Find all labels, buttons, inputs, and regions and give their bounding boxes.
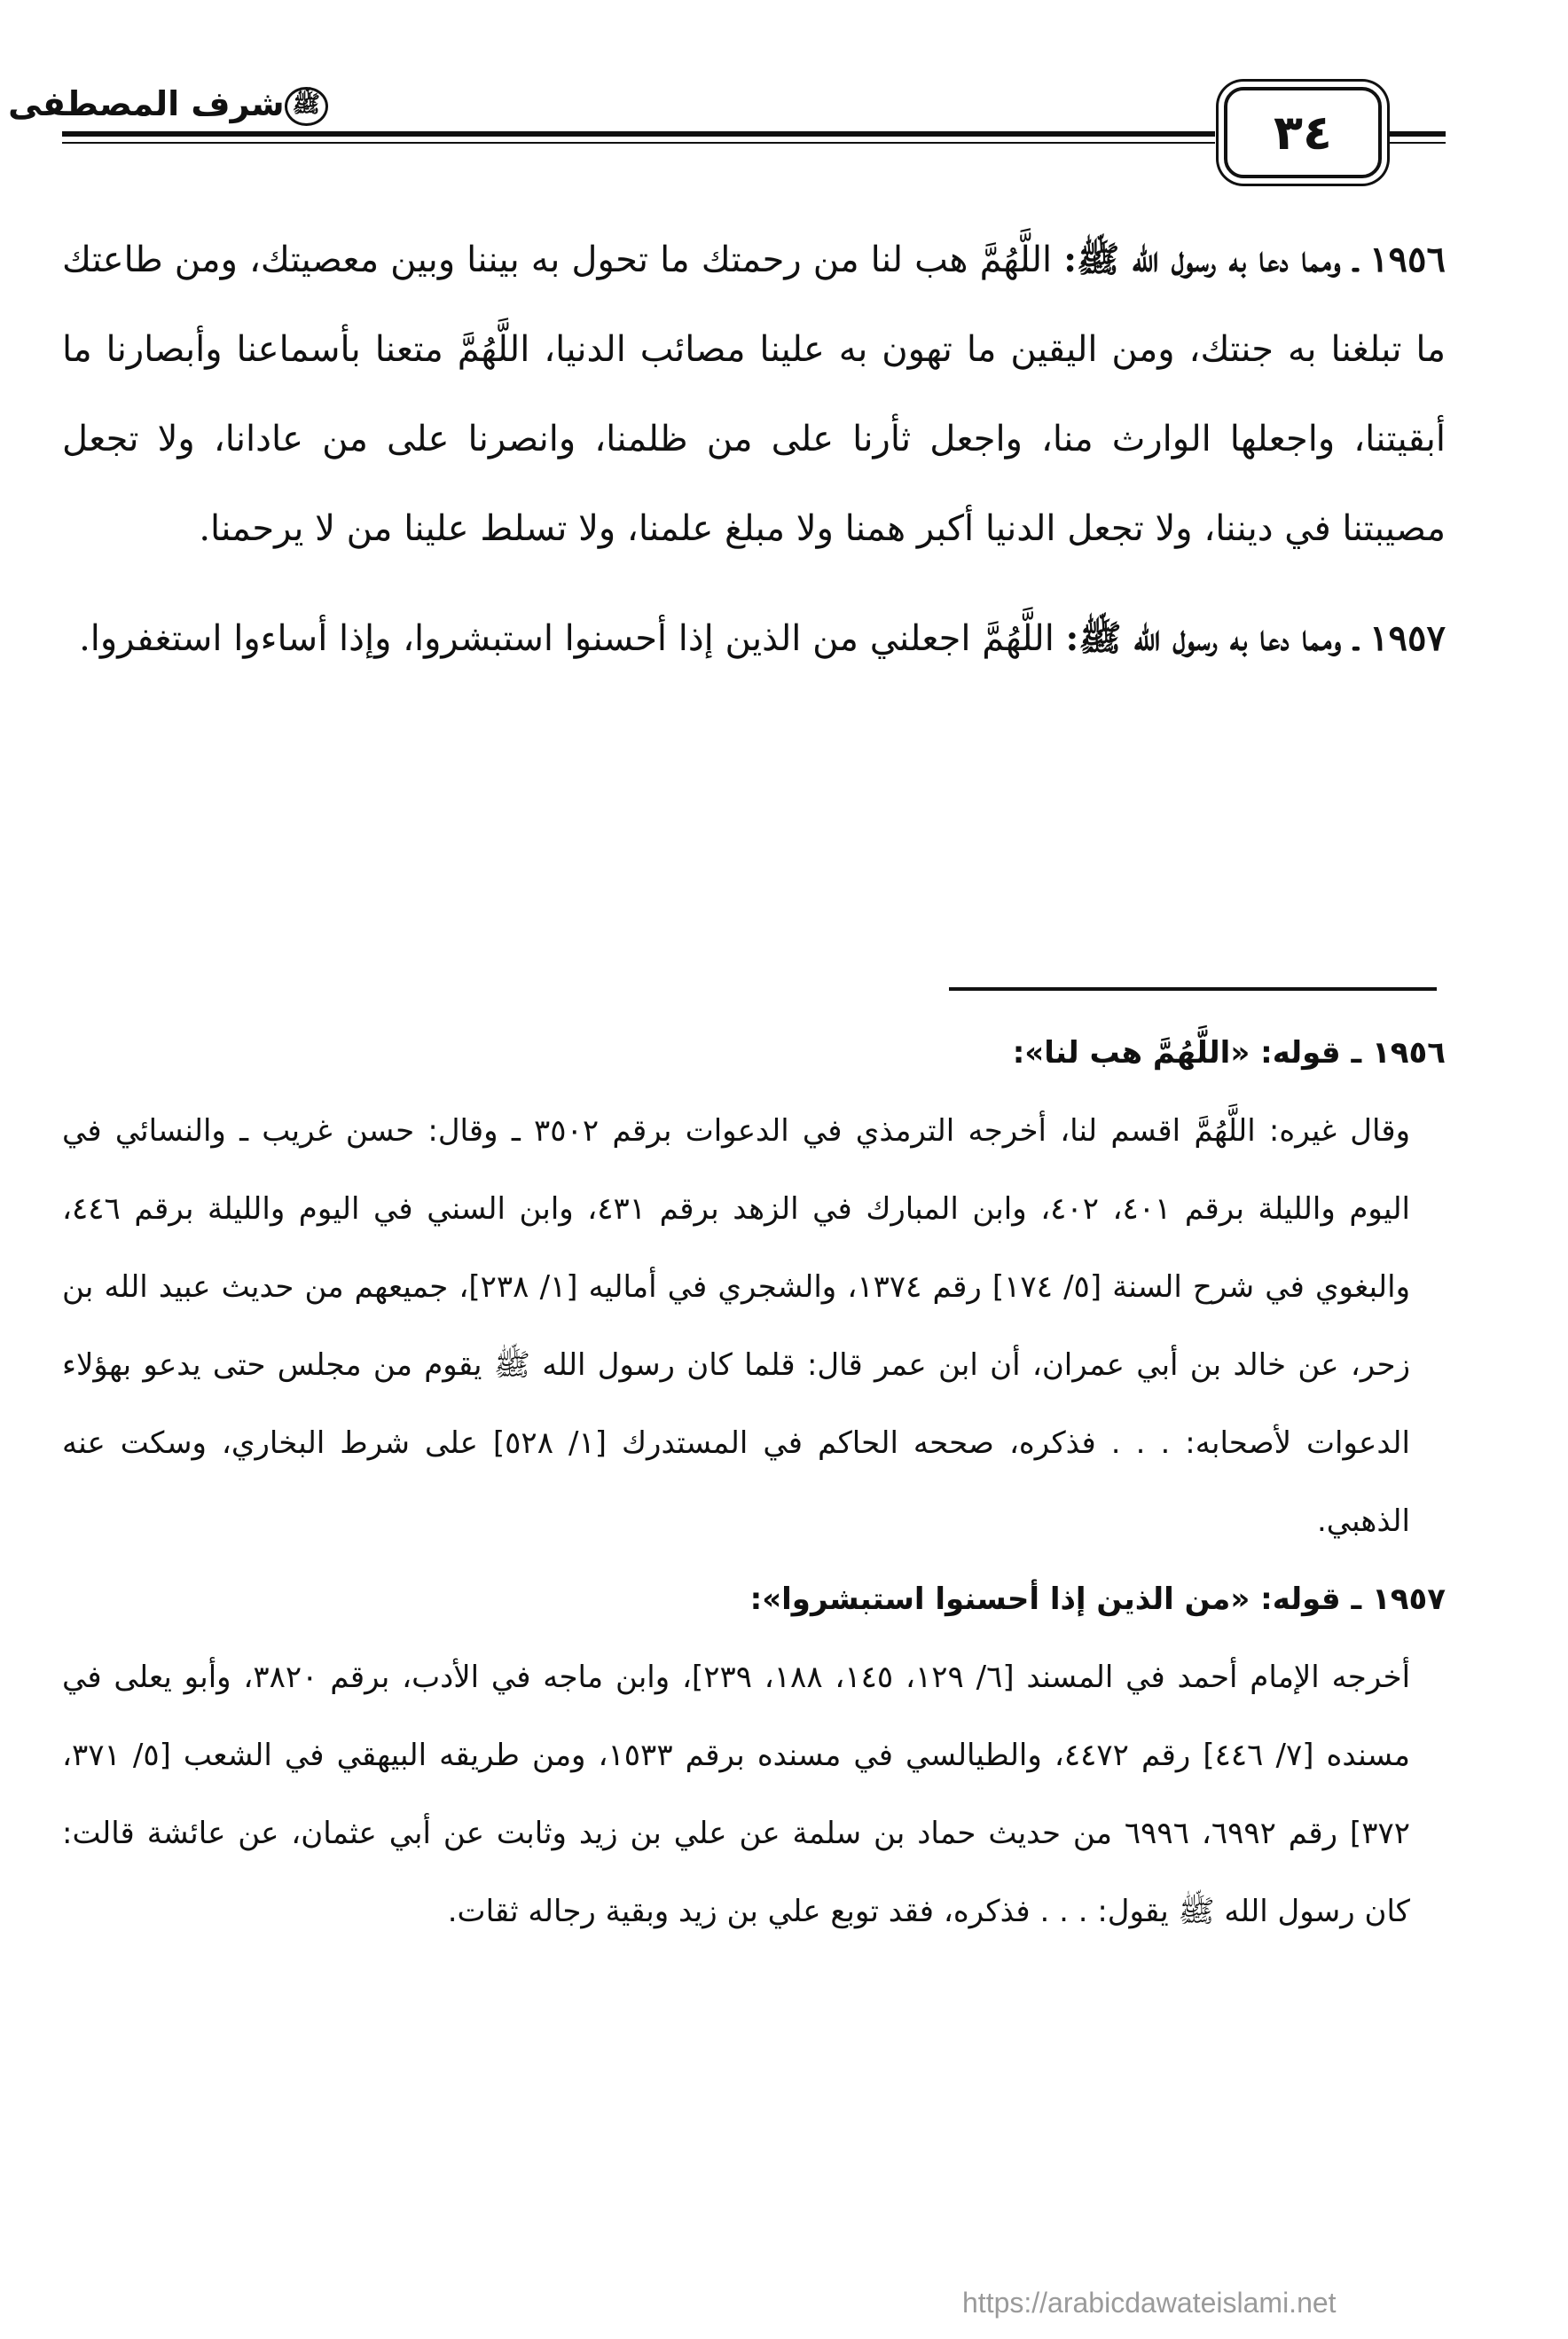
header-rule-right-thin [1384, 142, 1446, 144]
hadith-lead: ـ ومما دعا به رسول الله ﷺ: [1063, 239, 1359, 280]
page-number: ٣٤ [1274, 105, 1332, 161]
header-rule-thin [62, 142, 1215, 144]
footnote-separator [949, 987, 1437, 991]
hadith-paragraph [62, 215, 1446, 574]
footnote-body: أخرجه الإمام أحمد في المسند [٦/ ١٢٩، ١٤٥، ١٨٨، ٢٣٩]، وابن ماجه في الأدب، برقم ٣٨٢٠، وأبو يعلى في مسنده [٧/ ٤٤٦] رقم ٤٤٧٢، والطيالسي في مسنده برقم ١٥٣٣، ومن طريقه البيهقي في الشعب [٥/ ٣٧١، ٣٧٢] رقم ٦٩٩٢، ٦٩٩٦ من حديث حماد بن سلمة عن علي بن زيد وثابت عن أبي عثمان، عن عائشة قالت: كان رسول الله ﷺ يقول: . . . فذكره، فقد توبع علي بن زيد وبقية رجاله ثقات. [62, 1660, 1411, 1929]
header-rule [62, 131, 1215, 137]
footnotes [62, 1014, 1446, 1950]
footnote-heading: ١٩٥٧ ـ قوله: «من الذين إذا أحسنوا استبشروا»: [749, 1582, 1446, 1617]
hadith-paragraph [62, 593, 1446, 684]
salawat-emblem: ﷺ [285, 87, 328, 126]
footnote-heading: ١٩٥٦ ـ قوله: «اللَّهُمَّ هب لنا»: [1012, 1035, 1446, 1071]
hadith-number: ١٩٥٧ [1369, 617, 1446, 659]
footnote-body: وقال غيره: اللَّهُمَّ اقسم لنا، أخرجه الترمذي في الدعوات برقم ٣٥٠٢ ـ وقال: حسن غريب ـ والنسائي في اليوم والليلة برقم ٤٠١، ٤٠٢، وابن المبارك في الزهد برقم ٤٣١، وابن السني في اليوم والليلة برقم ٤٤٦، والبغوي في شرح السنة [٥/ ١٧٤] رقم ١٣٧٤، والشجري في أماليه [١/ ٢٣٨]، جميعهم من حديث عبيد الله بن زحر، عن خالد بن أبي عمران، أن ابن عمر قال: قلما كان رسول الله ﷺ يقوم من مجلس حتى يدعو بهؤلاء الدعوات لأصحابه: . . . فذكره، صححه الحاكم في المستدرك [١/ ٥٢٨] على شرط البخاري، وسكت عنه الذهبي. [62, 1113, 1411, 1539]
main-text [62, 215, 1446, 684]
header-rule-right [1384, 131, 1446, 137]
book-title: شرف المصطفى [8, 84, 285, 123]
page-number-frame [1224, 87, 1382, 178]
hadith-text: اللَّهُمَّ اجعلني من الذين إذا أحسنوا استبشروا، وإذا أساءوا استغفروا. [79, 618, 1054, 659]
running-header [8, 84, 333, 126]
hadith-lead: ـ ومما دعا به رسول الله ﷺ: [1065, 617, 1359, 659]
watermark-url: https://arabicdawateislami.net [962, 2287, 1337, 2319]
hadith-text: اللَّهُمَّ هب لنا من رحمتك ما تحول به بيننا وبين معصيتك، ومن طاعتك ما تبلغنا به جنتك، ومن اليقين ما تهون به علينا مصائب الدنيا، اللَّهُمَّ متعنا بأسماعنا وأبصارنا ما أبقيتنا، واجعلها الوارث منا، واجعل ثأرنا على من ظلمنا، وانصرنا على من عادانا، ولا تجعل مصيبتنا في ديننا، ولا تجعل الدنيا أكبر همنا ولا مبلغ علمنا، ولا تسلط علينا من لا يرحمنا. [62, 239, 1446, 549]
hadith-number: ١٩٥٦ [1369, 239, 1446, 280]
